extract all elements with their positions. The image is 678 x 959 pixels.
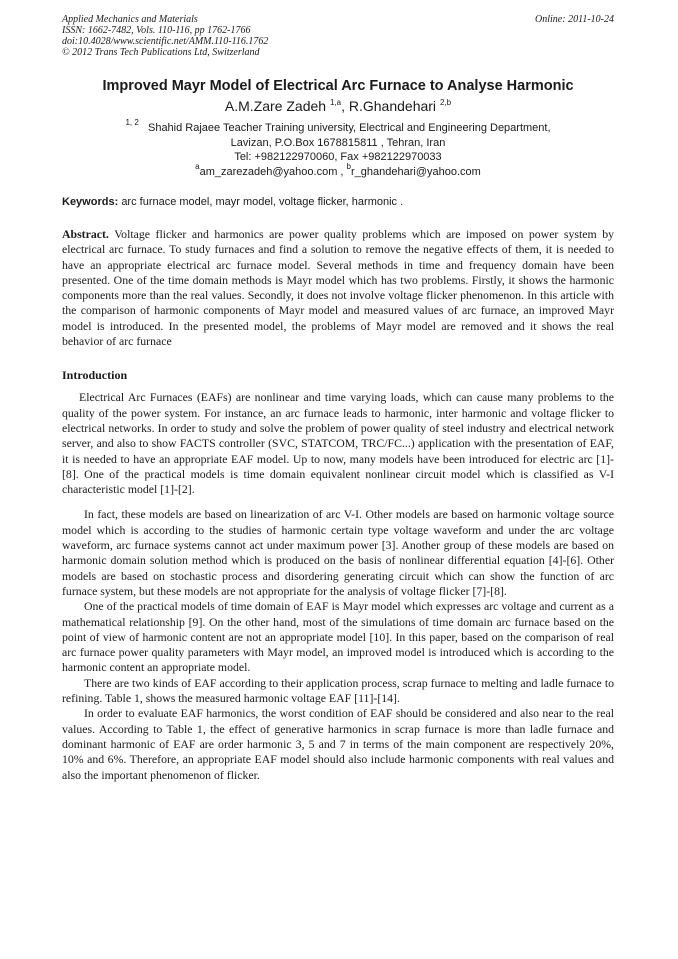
abstract-text: Voltage flicker and harmonics are power quality problems which are imposed on power system by electrical arc furnace. To study furnaces and find a solution to remove the negative effects of them, it is needed to have an appropriate electrical arc furnace model. Several methods in time and frequency domain have been presented. One of the time domain methods is Mayr model which has two problems. Firstly, it shows the harmonic components more than the real values. Secondly, it does not involve voltage flicker phenomenon. In this article with the comparison of harmonic components of Mayr model and measured values of arc furnace, an improved Mayr model is introduced. In the presented model, the problems of Mayr model are removed and it shows the real behavior of arc furnace — [62, 227, 614, 349]
paper-page — [62, 14, 614, 783]
author-1: A.M.Zare Zadeh — [224, 98, 327, 114]
intro-paragraph-2: In fact, these models are based on linearization of arc V-I. Other models are based on harmonic voltage source model which is according to the studies of harmonic certain type voltage waveform and under the arc voltage waveform, arc furnace systems cannot act under maximum power [3]. Another group of these models are based on harmonic domain solution method which is produced on the basis of nonlinear differential equation [4]-[6]. Other models are based on stochastic process and disordering generating circuit which can show the function of arc furnace system, but these models are not appropriate for the analysis of voltage flicker [7]-[8]. — [62, 507, 614, 598]
doi-line: doi:10.4028/www.scientific.net/AMM.110-116.1762 — [62, 36, 269, 47]
intro-paragraph-5: In order to evaluate EAF harmonics, the worst condition of EAF should be considered and also near to the real values. According to Table 1, the effect of generative harmonics in scrap furnace is more than ladle furnace and dominant harmonic of EAF are order harmonic 3, 5 and 7 in terms of the main component are respectively 20%, 10% and 6%. Therefore, an appropriate EAF model should also include harmonic components with real values and also the important phenomenon of flicker. — [62, 706, 614, 782]
paper-title: Improved Mayr Model of Electrical Arc Furnace to Analyse Harmonic — [102, 78, 574, 94]
keywords-line — [62, 195, 614, 209]
affiliation-phone: Tel: +982122970060, Fax +982122970033 — [234, 151, 442, 163]
author-2: R.Ghandehari — [348, 98, 437, 114]
online-date: Online: 2011-10-24 — [535, 14, 614, 25]
journal-name: Applied Mechanics and Materials — [62, 14, 198, 25]
journal-header — [62, 14, 614, 58]
intro-paragraph-1: Electrical Arc Furnaces (EAFs) are nonlinear and time varying loads, which can cause many problems to the quality of the power system. For instance, an arc furnace leads to harmonic, inter harmonic and voltage flicker to electrical networks. In order to study and solve the problem of power quality of steel industry and electrical network server, and also to show FACTS controller (SVC, STATCOM, TRC/FC...) application with the presentation of EAF, it is needed to have an appropriate EAF model. Up to now, many models have been introduced for electric arc [1]-[8]. One of the practical models is time domain equivalent nonlinear circuit model which is classified as V-I characteristic model [1]-[2]. — [62, 390, 614, 497]
intro-paragraph-4: There are two kinds of EAF according to their application process, scrap furnace to melting and ladle furnace to refining. Table 1, shows the measured harmonic voltage EAF [11]-[14]. — [62, 675, 614, 706]
email-a-mark: a — [195, 161, 200, 171]
author-1-affil-mark: 1,a — [329, 98, 342, 107]
affiliation-line-1 — [62, 118, 614, 136]
email-separator: , — [337, 165, 347, 178]
affiliation-emails — [62, 161, 614, 180]
affiliation-mark: 1, 2 — [125, 118, 139, 127]
email-a[interactable]: am_zarezadeh@yahoo.com — [199, 165, 338, 178]
email-b-mark: b — [346, 161, 351, 171]
author-2-affil-mark: 2,b — [439, 98, 452, 107]
affiliation-address: Lavizan, P.O.Box 1678815811 , Tehran, Iran — [230, 136, 446, 149]
email-b[interactable]: r_ghandehari@yahoo.com — [351, 165, 481, 178]
intro-paragraph-3: One of the practical models of time domain of EAF is Mayr model which expresses arc voltage and current as a mathematical relationship [9]. On the other hand, most of the simulations of time domain arc furnace based on the point of view of harmonic content are not an appropriate model [10]. In this paper, based on the comparison of real arc furnace power quality parameters with Mayr model, an improved model is introduced which is according to the harmonic content an appropriate model. — [62, 599, 614, 675]
journal-info — [62, 14, 268, 58]
keywords-label: Keywords: — [62, 196, 119, 208]
abstract-paragraph — [62, 227, 614, 349]
introduction-heading: Introduction — [62, 368, 128, 383]
author-line — [62, 97, 614, 116]
copyright-line: © 2012 Trans Tech Publications Ltd, Switzerland — [62, 47, 260, 58]
author-separator: , — [341, 98, 349, 114]
institution: Shahid Rajaee Teacher Training university, Electrical and Engineering Department, — [147, 122, 551, 134]
abstract-label: Abstract. — [62, 227, 109, 241]
affiliation-block — [62, 118, 614, 179]
issn-line: ISSN: 1662-7482, Vols. 110-116, pp 1762-1766 — [62, 25, 251, 36]
keywords-text: arc furnace model, mayr model, voltage flicker, harmonic . — [121, 196, 404, 208]
